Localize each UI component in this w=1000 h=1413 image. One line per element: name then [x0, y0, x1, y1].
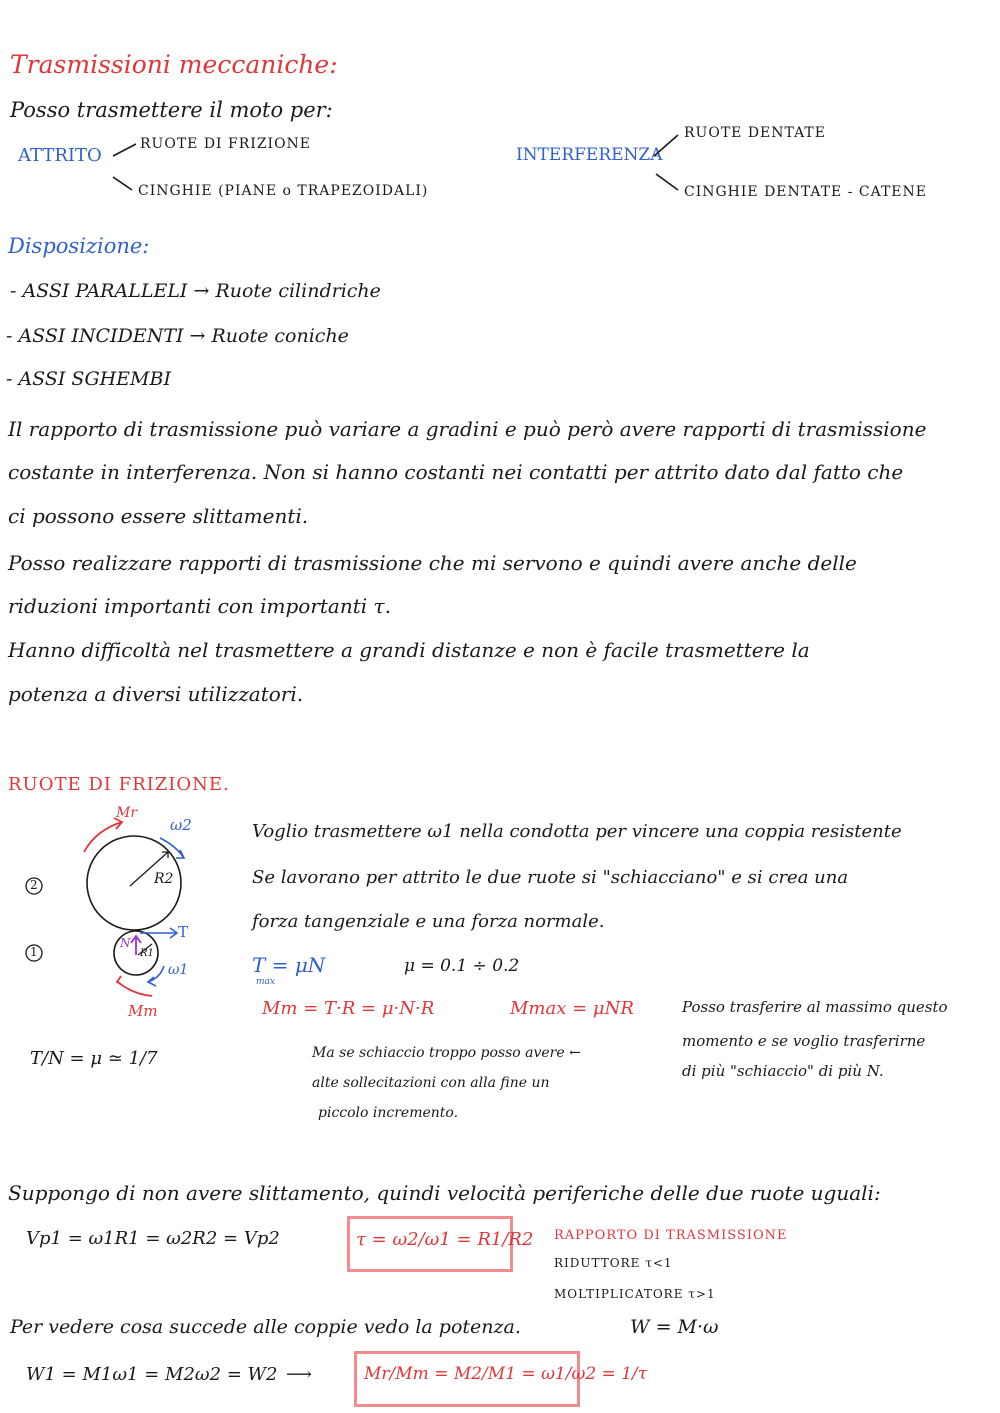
interferenza-item-2: CINGHIE DENTATE - CATENE: [684, 184, 927, 200]
attrito-item-1: RUOTE DI FRIZIONE: [140, 136, 312, 152]
paragraph-line-1: Il rapporto di trasmissione può variare a gradini e può però avere rapporti di trasmissione: [8, 417, 927, 441]
paragraph-line-7: potenza a diversi utilizzatori.: [8, 682, 304, 706]
intro-line: Posso trasmettere il moto per:: [10, 98, 333, 122]
mu-range: μ = 0.1 ÷ 0.2: [404, 956, 520, 976]
warning-3: piccolo incremento.: [318, 1105, 459, 1121]
warning-2: alte sollecitazioni con alla fine un: [312, 1075, 550, 1091]
paragraph-line-2: costante in interferenza. Non si hanno costanti nei contatti per attrito dato dal fatto che: [8, 460, 904, 484]
attrito-label: ATTRITO: [18, 145, 102, 166]
label-mm: Mm: [128, 1002, 158, 1020]
label-w1: ω1: [168, 962, 189, 978]
label-n: N: [120, 936, 131, 950]
label-t: T: [178, 923, 189, 941]
disposizione-item-3: - ASSI SGHEMBI: [6, 368, 171, 390]
tn-ratio: T/N = μ ≃ 1/7: [30, 1048, 158, 1069]
ruote-text-3: forza tangenziale e una forza normale.: [252, 911, 605, 932]
page-title: Trasmissioni meccaniche:: [10, 50, 338, 79]
implies-arrow: ⟶: [286, 1364, 312, 1385]
disposizione-item-1: - ASSI PARALLELI → Ruote cilindriche: [10, 280, 381, 302]
side-note-2: momento e se voglio trasferirne: [682, 1032, 926, 1050]
interferenza-item-1: RUOTE DENTATE: [684, 125, 826, 141]
warning-1: Ma se schiaccio troppo posso avere ←: [312, 1045, 581, 1061]
ratio-equation: Mr/Mm = M2/M1 = ω1/ω2 = 1/τ: [364, 1364, 648, 1384]
power-equation: W1 = M1ω1 = M2ω2 = W2: [26, 1364, 278, 1385]
label-w2: ω2: [170, 816, 192, 834]
side-note-1: Posso trasferire al massimo questo: [682, 998, 948, 1016]
mm-equation: Mm = T·R = μ·N·R: [262, 998, 435, 1019]
label-wheel-2: 2: [30, 878, 38, 892]
ruote-text-2: Se lavorano per attrito le due ruote si "schiacciano" e si crea una: [252, 867, 849, 888]
power-line: Per vedere cosa succede alle coppie vedo la potenza.: [10, 1316, 521, 1338]
label-mr: Mr: [116, 805, 138, 821]
interferenza-label: INTERFERENZA: [516, 145, 663, 165]
velocity-equation: Vp1 = ω1R1 = ω2R2 = Vp2: [26, 1228, 280, 1249]
ruote-heading: RUOTE DI FRIZIONE.: [8, 774, 230, 795]
power-definition: W = M·ω: [630, 1316, 719, 1338]
paragraph-line-4: Posso realizzare rapporti di trasmissione che mi servono e quindi avere anche delle: [8, 551, 857, 575]
paragraph-line-3: ci possono essere slittamenti.: [8, 504, 309, 528]
attrito-item-2: CINGHIE (PIANE o TRAPEZOIDALI): [138, 183, 429, 199]
tmax-subscript: max: [256, 977, 275, 987]
rapporto-label: RAPPORTO DI TRASMISSIONE: [554, 1228, 788, 1243]
tau-equation: τ = ω2/ω1 = R1/R2: [356, 1229, 534, 1250]
moltiplicatore-label: MOLTIPLICATORE τ>1: [554, 1287, 716, 1301]
tmax-formula: T = μN: [252, 953, 326, 977]
disposizione-item-2: - ASSI INCIDENTI → Ruote coniche: [6, 325, 349, 347]
side-note-3: di più "schiaccio" di più N.: [682, 1062, 884, 1080]
disposizione-heading: Disposizione:: [8, 234, 150, 258]
label-wheel-1: 1: [30, 945, 38, 959]
ruote-text-1: Voglio trasmettere ω1 nella condotta per vincere una coppia resistente: [252, 821, 902, 842]
riduttore-label: RIDUTTORE τ<1: [554, 1256, 673, 1270]
paragraph-line-5: riduzioni importanti con importanti τ.: [8, 594, 391, 618]
label-r2: R2: [154, 871, 174, 887]
kinematics-line: Suppongo di non avere slittamento, quindi velocità periferiche delle due ruote uguali:: [8, 1181, 881, 1205]
paragraph-line-6: Hanno difficoltà nel trasmettere a grandi distanze e non è facile trasmettere la: [8, 638, 810, 662]
label-r1: R1: [140, 948, 154, 959]
mmax-equation: Mmax = μNR: [510, 998, 634, 1019]
